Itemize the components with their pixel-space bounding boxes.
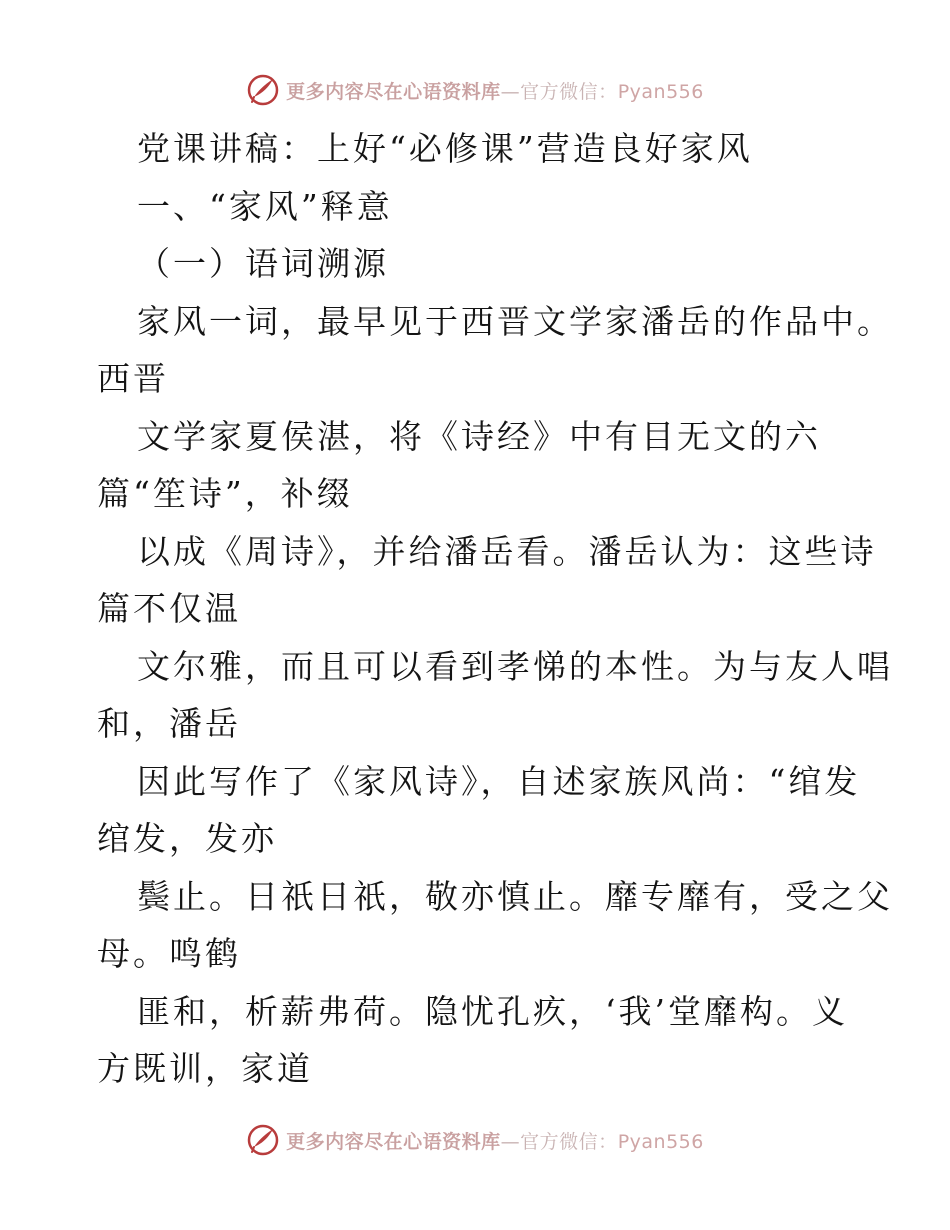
paragraph-line: 匪和，析薪弗荷。隐忧孔疚，‘我’堂靡构。义 — [137, 991, 848, 1031]
watermark-text: 更多内容尽在心语资料库—官方微信：Pyan556 — [286, 1130, 704, 1153]
red-quill-logo-icon — [246, 73, 280, 107]
paragraph-line: 文尔雅，而且可以看到孝悌的本性。为与友人唱 — [137, 646, 893, 686]
paragraph-line: 以成《周诗》，并给潘岳看。潘岳认为：这些诗 — [137, 531, 877, 571]
watermark-footer — [0, 1120, 950, 1160]
watermark-header — [0, 70, 950, 110]
paragraph-line: 母。鸣鹤 — [97, 934, 241, 973]
watermark-text: 更多内容尽在心语资料库—官方微信：Pyan556 — [286, 80, 704, 103]
paragraph-line: 文学家夏侯湛，将《诗经》中有目无文的六 — [137, 416, 821, 456]
paragraph-line: 西晋 — [97, 359, 169, 398]
subsection-heading: （一）语词溯源 — [137, 244, 389, 283]
paragraph-line: 鬓止。日祇日祇，敬亦慎止。靡专靡有，受之父 — [137, 876, 893, 916]
document-title: 党课讲稿：上好“必修课”营造良好家风 — [137, 129, 753, 168]
paragraph-line: 篇“笙诗”，补缀 — [97, 474, 353, 513]
red-quill-logo-icon — [246, 1123, 280, 1157]
paragraph-line: 和，潘岳 — [97, 704, 241, 743]
paragraph-line: 绾发，发亦 — [97, 819, 277, 858]
paragraph-line: 因此写作了《家风诗》，自述家族风尚：“绾发 — [137, 761, 861, 801]
document-body — [97, 120, 893, 1098]
paragraph-line: 方既训，家道 — [97, 1049, 313, 1088]
paragraph-line: 篇不仅温 — [97, 589, 241, 628]
section-heading: 一、“家风”释意 — [137, 186, 393, 226]
paragraph-line: 家风一词，最早见于西晋文学家潘岳的作品中。 — [137, 301, 893, 341]
